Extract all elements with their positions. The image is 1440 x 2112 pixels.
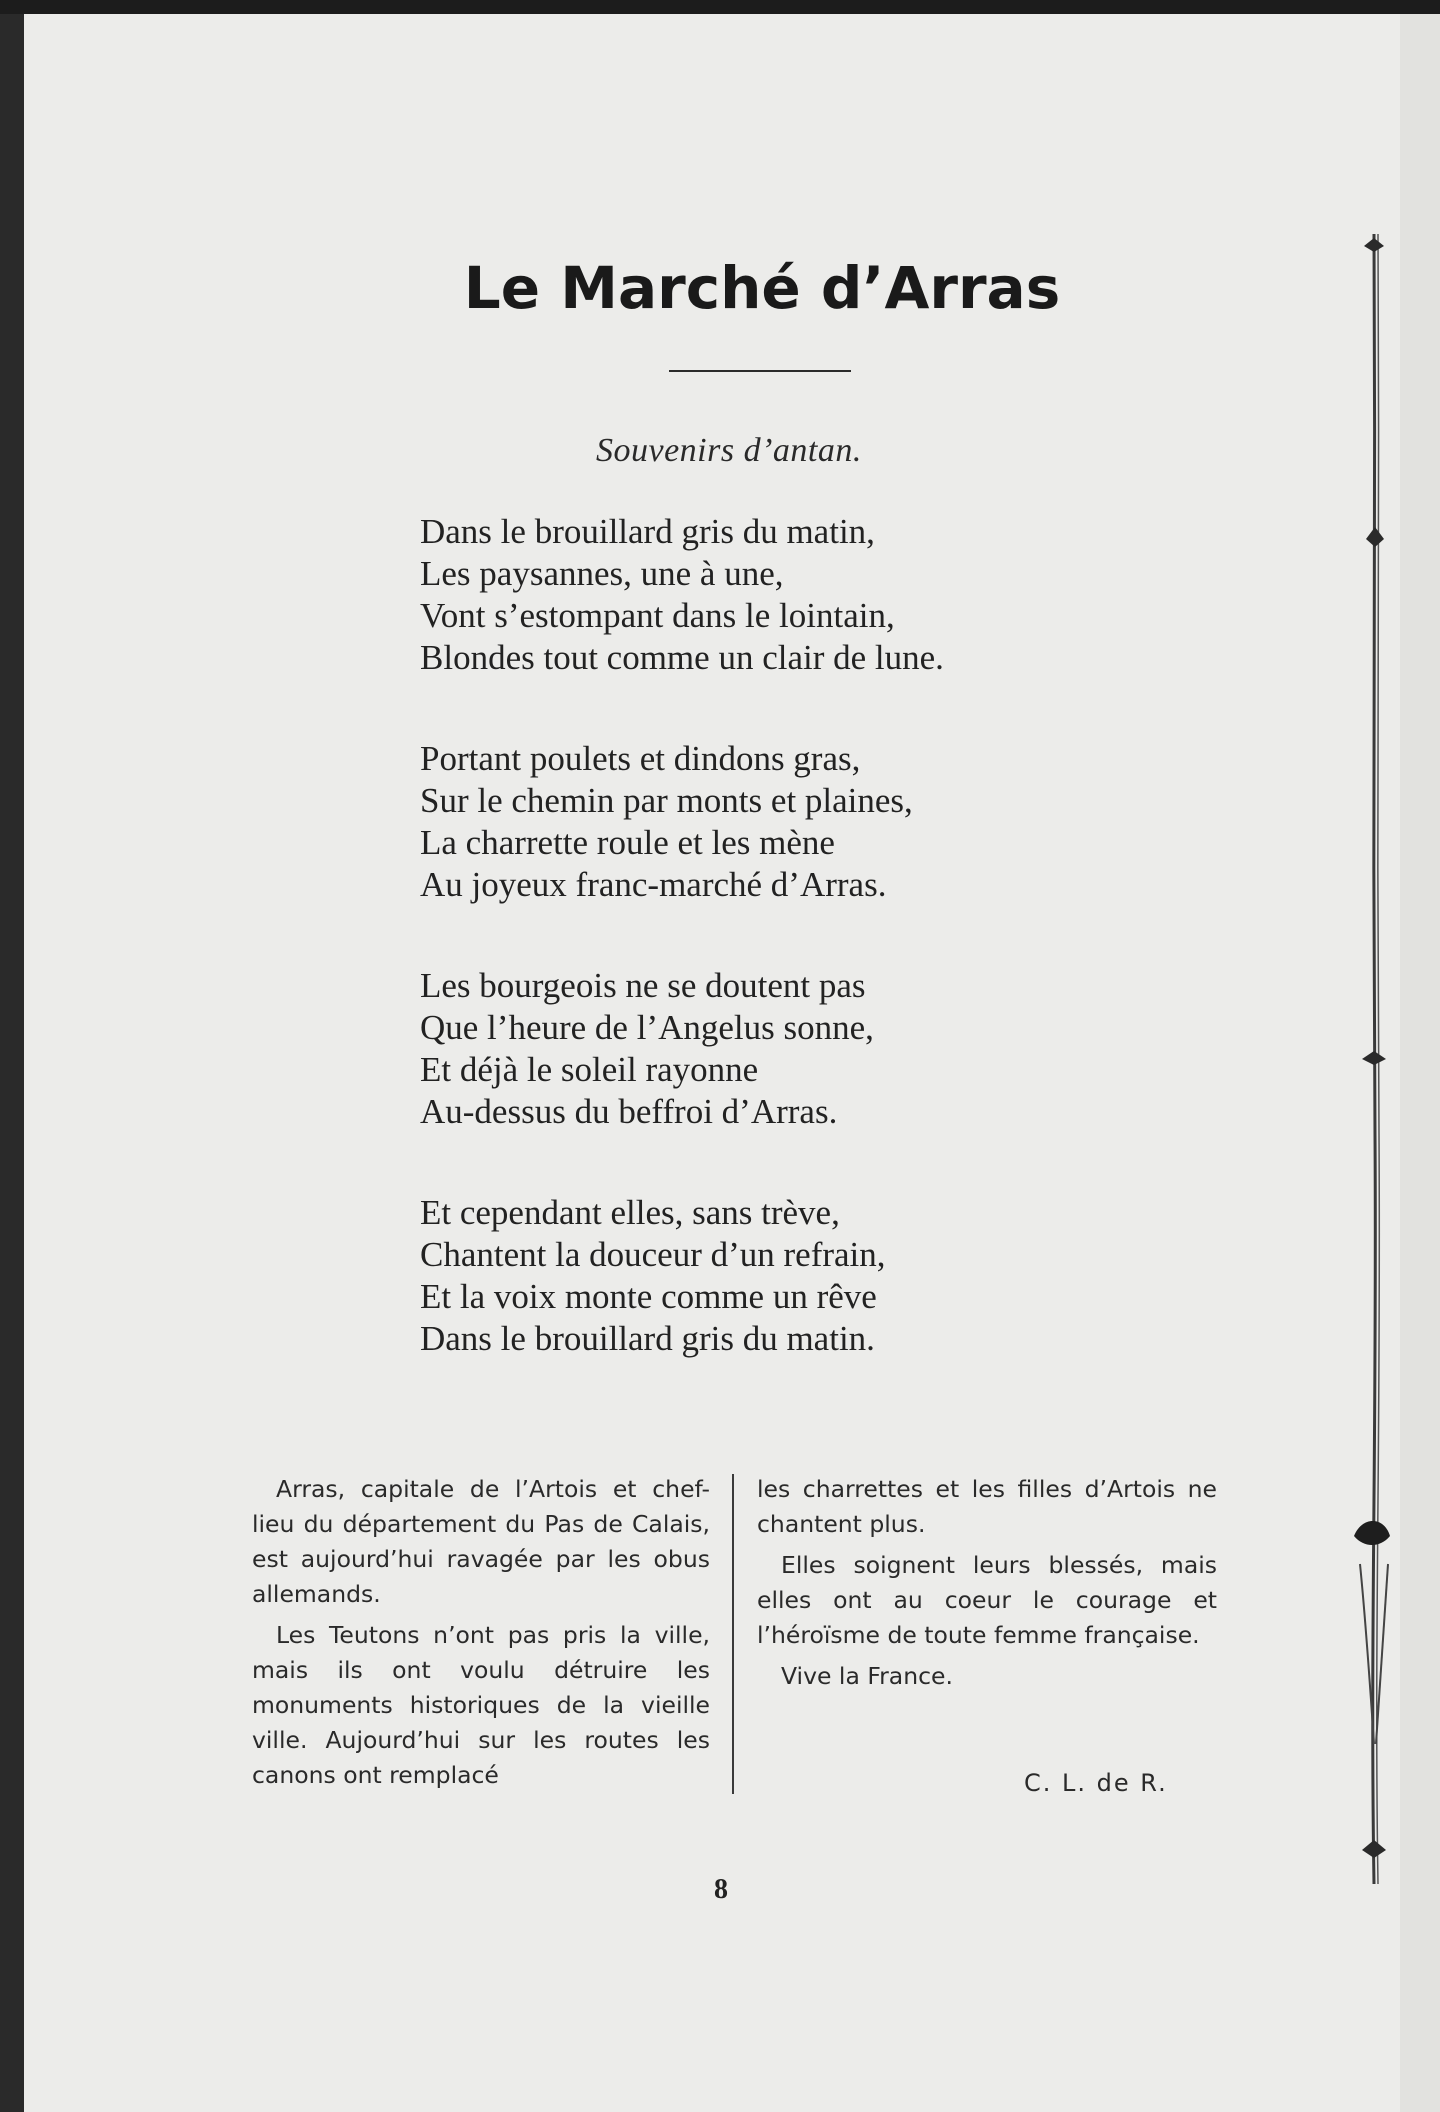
poem-line: Et la voix monte comme un rêve: [420, 1277, 877, 1316]
poem-line: Dans le brouillard gris du matin,: [420, 512, 875, 551]
column-divider: [732, 1474, 734, 1794]
poem-stanza: [420, 738, 1120, 906]
poem-line: Les bourgeois ne se doutent pas: [420, 966, 866, 1005]
poem-line: Portant poulets et dindons gras,: [420, 739, 861, 778]
poem-line: Blondes tout comme un clair de lune.: [420, 638, 944, 677]
poem-line: Les paysannes, une à une,: [420, 554, 784, 593]
poem-stanza: [420, 965, 1120, 1133]
historical-note-right-column: [757, 1472, 1217, 1700]
note-paragraph: les charrettes et les filles d’Artois ne chantent plus.: [757, 1475, 1217, 1538]
poem-subtitle: Souvenirs d’antan.: [596, 432, 862, 469]
poem-line: Chantent la douceur d’un refrain,: [420, 1235, 886, 1274]
poem-body: [420, 511, 1120, 1419]
poem-line: Au-dessus du beffroi d’Arras.: [420, 1092, 838, 1131]
poem-line: Sur le chemin par monts et plaines,: [420, 781, 913, 820]
author-signature: C. L. de R.: [1024, 1769, 1168, 1797]
poem-line: Vont s’estompant dans le lointain,: [420, 596, 895, 635]
poem-line: La charrette roule et les mène: [420, 823, 835, 862]
note-paragraph: Arras, capitale de l’Artois et chef-lieu du département du Pas de Calais, est aujourd’hui ravagée par les obus allemands.: [252, 1475, 710, 1608]
title-divider: [669, 370, 851, 372]
poem-line: Que l’heure de l’Angelus sonne,: [420, 1008, 874, 1047]
page-title: Le Marché d’Arras: [463, 254, 1061, 322]
note-paragraph: Vive la France.: [781, 1662, 953, 1690]
poem-line: Et déjà le soleil rayonne: [420, 1050, 759, 1089]
poem-line: Et cependant elles, sans trève,: [420, 1193, 840, 1232]
adjacent-page-edge: [1400, 14, 1440, 2112]
note-paragraph: Les Teutons n’ont pas pris la ville, mais ils ont voulu détruire les monuments historiques de la vieille ville. Aujourd’hui sur les routes les canons ont remplacé: [252, 1621, 710, 1789]
note-paragraph: Elles soignent leurs blessés, mais elles ont au coeur le courage et l’héroïsme de toute femme française.: [757, 1551, 1217, 1649]
page-number: 8: [714, 1874, 728, 1905]
poem-stanza: [420, 1192, 1120, 1360]
scan-top-edge: [0, 0, 1440, 14]
document-page: [24, 14, 1400, 2112]
vine-ornament-icon: [1334, 234, 1400, 1884]
historical-note-left-column: [252, 1472, 710, 1799]
poem-line: Dans le brouillard gris du matin.: [420, 1319, 875, 1358]
poem-line: Au joyeux franc-marché d’Arras.: [420, 865, 887, 904]
poem-stanza: [420, 511, 1120, 679]
